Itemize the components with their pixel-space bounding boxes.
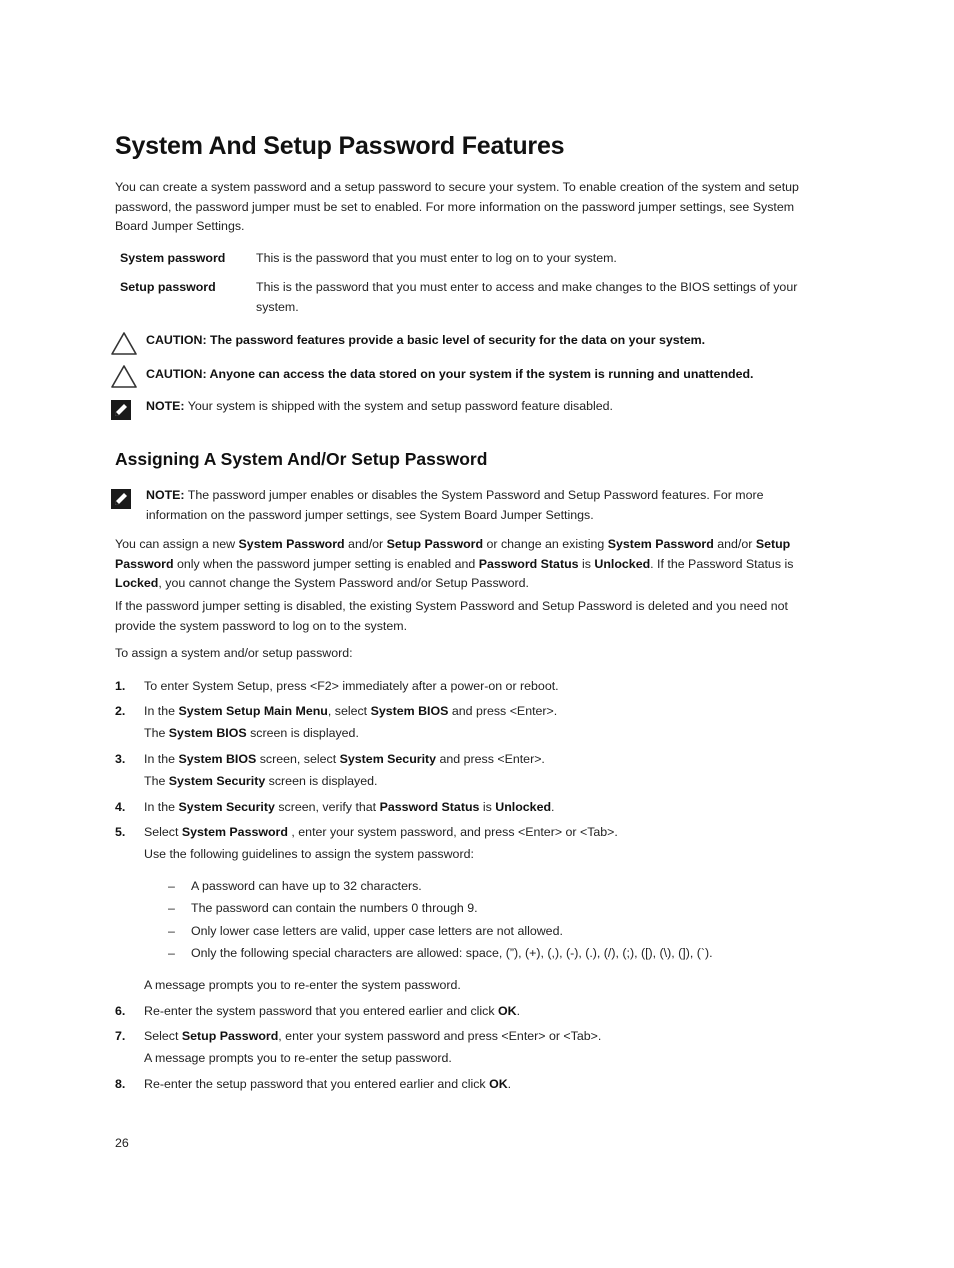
step-text: In the System BIOS screen, select System Security and press <Enter>. [144,752,545,766]
page-title: System And Setup Password Features [115,132,565,160]
section-subtitle: Assigning A System And/Or Setup Password [115,449,488,469]
step-result-text: A message prompts you to re-enter the setup password. [144,1051,452,1065]
step-text: In the System Setup Main Menu, select System BIOS and press <Enter>. [144,704,558,718]
guideline-item: A password can have up to 32 characters. [191,879,422,893]
step-number: 2. [115,704,126,718]
definition-system-password: This is the password that you must enter to log on to your system. [256,251,617,265]
note-text: NOTE: The password jumper enables or disables the System Password and Setup Password features. For more information on the password jumper settings, see System Board Jumper Settings. [146,488,764,522]
caution-icon [110,331,138,357]
guideline-item: The password can contain the numbers 0 through 9. [191,901,478,915]
step-text: Select Setup Password, enter your system password and press <Enter> or <Tab>. [144,1029,602,1043]
step-result-text: Use the following guidelines to assign the system password: [144,847,474,861]
step-text: Re-enter the system password that you entered earlier and click OK. [144,1004,521,1018]
step-number: 7. [115,1029,126,1043]
intro-paragraph: You can create a system password and a setup password to secure your system. To enable creation of the system and setup password, the password jumper must be set to enabled. For more information on the password jumper settings, see System Board Jumper Settings. [115,180,799,233]
dash-bullet: – [168,924,175,938]
guideline-item: Only lower case letters are valid, upper case letters are not allowed. [191,924,563,938]
term-system-password: System password [120,251,226,265]
to-assign-paragraph: To assign a system and/or setup password: [115,646,353,660]
dash-bullet: – [168,879,175,893]
step-number: 4. [115,800,126,814]
dash-bullet: – [168,901,175,915]
step-text: Re-enter the setup password that you entered earlier and click OK. [144,1077,512,1091]
note-text: NOTE: Your system is shipped with the system and setup password feature disabled. [146,399,613,413]
step-number: 3. [115,752,126,766]
term-setup-password: Setup password [120,280,216,294]
step-text: Select System Password , enter your system password, and press <Enter> or <Tab>. [144,825,618,839]
caution-text: CAUTION: Anyone can access the data stored on your system if the system is running and unattended. [146,367,754,381]
caution-icon [110,364,138,390]
caution-text: CAUTION: The password features provide a basic level of security for the data on your system. [146,333,706,347]
step-text: To enter System Setup, press <F2> immediately after a power-on or reboot. [144,679,559,693]
step-result-text: The System BIOS screen is displayed. [144,726,359,740]
note-pencil-icon [110,399,132,421]
step-text: In the System Security screen, verify that Password Status is Unlocked. [144,800,555,814]
dash-bullet: – [168,946,175,960]
step-result-text: A message prompts you to re-enter the system password. [144,978,461,992]
step-number: 6. [115,1004,126,1018]
assign-paragraph: You can assign a new System Password and/or Setup Password or change an existing System Password and/or Setup Password only when the password jumper setting is enabled and Password Status is Unlocked. If the Password Status is Locked, you cannot change the System Password and/or Setup Password. [115,537,794,590]
step-number: 1. [115,679,126,693]
step-number: 5. [115,825,126,839]
step-number: 8. [115,1077,126,1091]
note-pencil-icon [110,488,132,510]
disabled-paragraph: If the password jumper setting is disabled, the existing System Password and Setup Password is deleted and you need not provide the system password to log on to the system. [115,599,788,633]
step-result-text: The System Security screen is displayed. [144,774,378,788]
page-number: 26 [115,1136,129,1150]
definition-setup-password: This is the password that you must enter to access and make changes to the BIOS settings of your system. [256,280,798,314]
guideline-item: Only the following special characters are allowed: space, (”), (+), (,), (-), (.), (/), (;), ([), (\), (]), (`). [191,946,713,960]
